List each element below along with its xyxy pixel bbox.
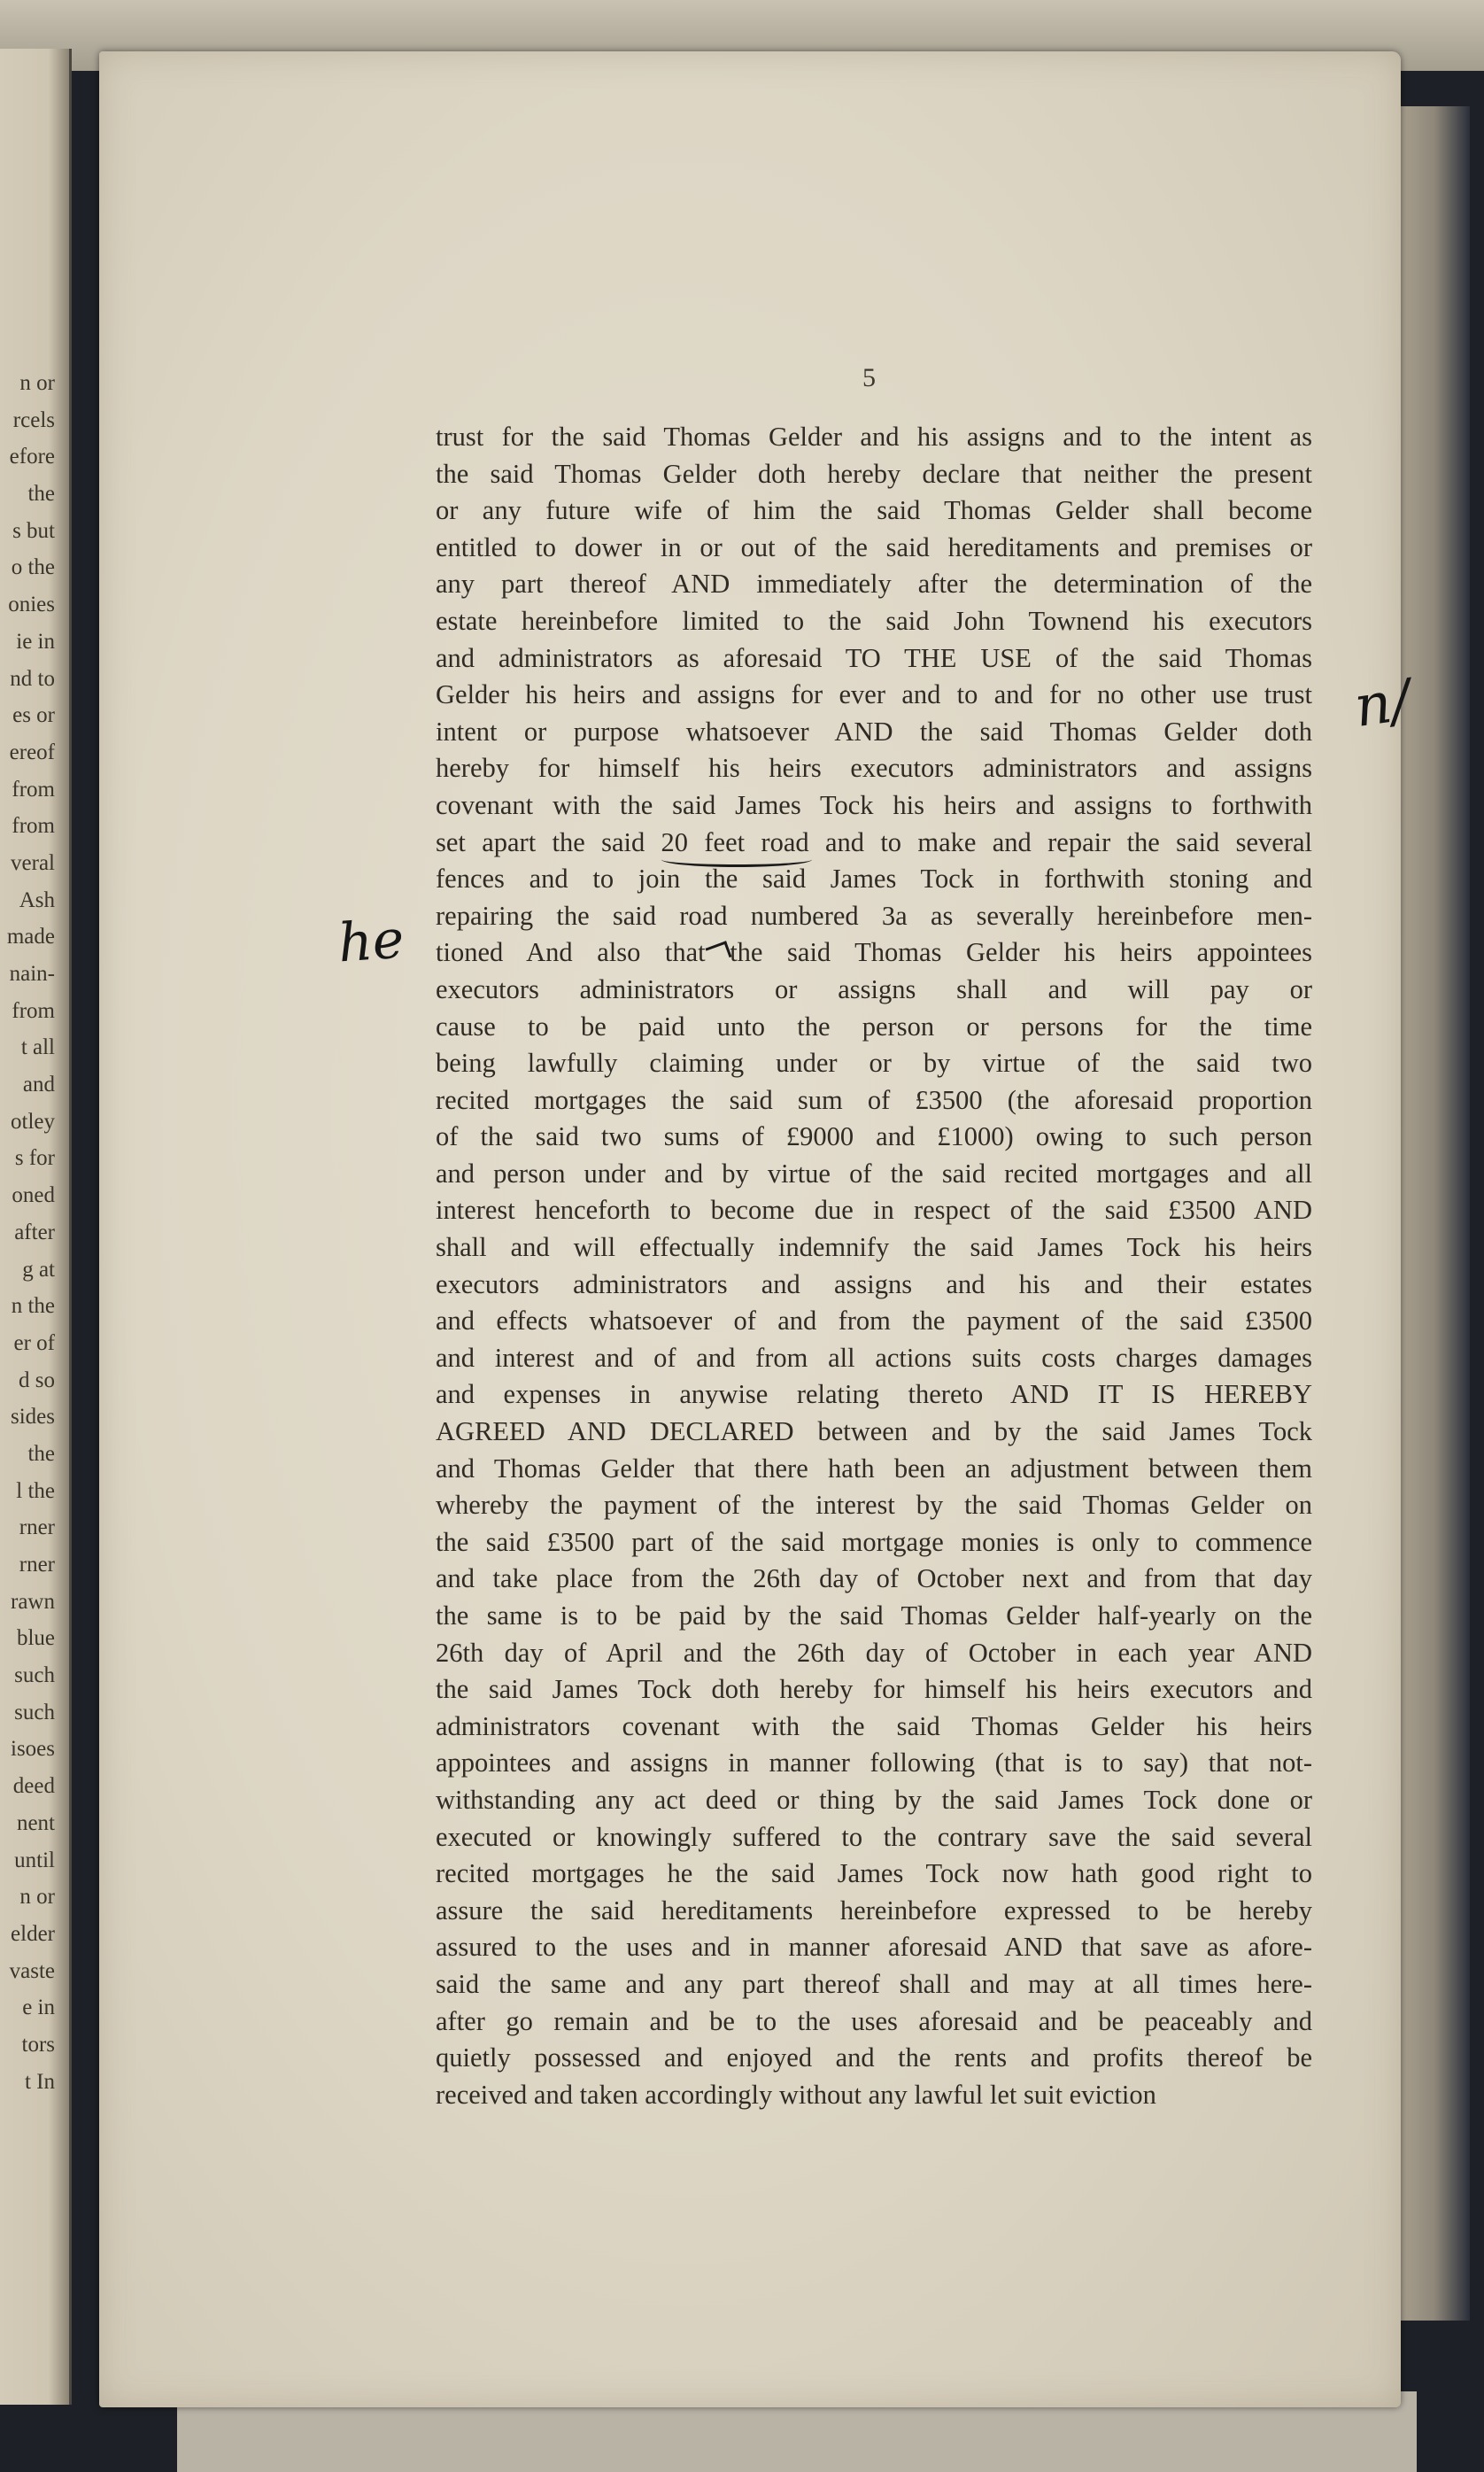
fragment-line: such	[14, 1700, 55, 1724]
text-line: the same is to be paid by the said Thomas Gelder half-yearly on the	[436, 1600, 1312, 1631]
text-line: the said Thomas Gelder doth hereby declare that neither the present	[436, 458, 1312, 489]
text-line: intent or purpose whatsoever AND the said Thomas Gelder doth	[436, 716, 1312, 747]
text-line: and person under and by virtue of the said recited mortgages and all	[436, 1158, 1312, 1189]
text-line: or any future wife of him the said Thomas Gelder shall become	[436, 495, 1312, 526]
text-line: and take place from the 26th day of October next and from that day	[436, 1563, 1312, 1594]
text-line: executors administrators or assigns shall and will pay or	[436, 973, 1312, 1004]
text-line: covenant with the said James Tock his heirs and assigns to forthwith	[436, 789, 1312, 820]
fragment-line: from	[12, 814, 55, 839]
fragment-line: otley	[11, 1109, 55, 1134]
text-line: fences and to join the said James Tock in forthwith stoning and	[436, 864, 1312, 895]
fragment-line: the	[27, 1441, 55, 1466]
text-line: executors administrators and assigns and his and their estates	[436, 1268, 1312, 1299]
text-line: trust for the said Thomas Gelder and his assigns and to the intent as	[436, 422, 1312, 452]
fragment-line: from	[12, 777, 55, 802]
fragment-line: vaste	[9, 1958, 55, 1983]
fragment-line: the	[27, 482, 55, 507]
fragment-line: d so	[19, 1368, 55, 1392]
margin-note-right: n/	[1350, 667, 1415, 741]
text-line: recited mortgages he the said James Tock now hath good right to	[436, 1858, 1312, 1889]
fragment-line: deed	[12, 1774, 55, 1799]
fragment-line: blue	[16, 1626, 55, 1651]
fragment-line: and	[22, 1073, 55, 1097]
previous-page-fragments	[0, 365, 62, 2100]
fragment-line: Ash	[19, 887, 55, 912]
text-line: and expenses in anywise relating thereto AND IT IS HEREBY	[436, 1379, 1312, 1410]
text-line: withstanding any act deed or thing by the said James Tock done or	[436, 1784, 1312, 1815]
fragment-line: er of	[13, 1330, 55, 1355]
text-line: executed or knowingly suffered to the contrary save the said several	[436, 1821, 1312, 1852]
text-line: and interest and of and from all actions suits costs charges damages	[436, 1342, 1312, 1373]
text-line: assured to the uses and in manner aforesaid AND that save as afore-	[436, 1932, 1312, 1963]
margin-note-left: he	[336, 908, 406, 975]
text-line: and Thomas Gelder that there hath been an adjustment between them	[436, 1453, 1312, 1484]
fragment-line: efore	[9, 445, 55, 469]
fragment-line: o the	[11, 555, 55, 580]
text-line: received and taken accordingly without any lawful let suit eviction	[436, 2079, 1156, 2110]
text-line: being lawfully claiming under or by virtue of the said two	[436, 1048, 1312, 1079]
page-number: 5	[862, 363, 876, 392]
fragment-line: after	[14, 1220, 55, 1244]
text-line: assure the said hereditaments hereinbefore expressed to be hereby	[436, 1895, 1312, 1926]
fragment-line: ie in	[16, 629, 55, 654]
fragment-line: such	[14, 1663, 55, 1688]
text-line: the said £3500 part of the said mortgage monies is only to commence	[436, 1526, 1312, 1557]
text-line: entitled to dower in or out of the said hereditaments and premises or	[436, 531, 1312, 562]
fragment-line: rawn	[11, 1589, 55, 1614]
fragment-line: nent	[16, 1810, 55, 1835]
fragment-line: g at	[22, 1257, 55, 1282]
fragment-line: until	[14, 1848, 55, 1872]
body-text	[436, 419, 1312, 2113]
fragment-line: rner	[19, 1553, 55, 1577]
text-line: 26th day of April and the 26th day of October in each year AND	[436, 1637, 1312, 1668]
text-line: the said James Tock doth hereby for himself his heirs executors and	[436, 1674, 1312, 1705]
fragment-line: s but	[12, 518, 55, 543]
fragment-line: t all	[20, 1035, 55, 1060]
text-line: and administrators as aforesaid TO THE USE of the said Thomas	[436, 642, 1312, 673]
previous-page-edge	[0, 49, 72, 2405]
fragment-line: nd to	[10, 666, 55, 691]
fragment-line: n or	[19, 1885, 55, 1910]
fragment-line: isoes	[11, 1737, 55, 1762]
fragment-line: oned	[12, 1183, 55, 1208]
fragment-line: elder	[11, 1921, 55, 1946]
text-line: of the said two sums of £9000 and £1000) owing to such person	[436, 1121, 1312, 1152]
fragment-line: veral	[11, 850, 55, 875]
fragment-line: tors	[21, 2032, 55, 2057]
fragment-line: nain-	[9, 962, 55, 986]
text-line: hereby for himself his heirs executors administrators and assigns	[436, 753, 1312, 784]
text-line: said the same and any part thereof shall and may at all times here-	[436, 1968, 1312, 1999]
text-line: shall and will effectually indemnify the said James Tock his heirs	[436, 1232, 1312, 1263]
text-line: set apart the said 20 feet road and to make and repair the said several	[436, 826, 1312, 857]
text-line: interest henceforth to become due in respect of the said £3500 AND	[436, 1195, 1312, 1226]
text-line: appointees and assigns in manner following (that is to say) that not-	[436, 1747, 1312, 1778]
text-line: administrators covenant with the said Thomas Gelder his heirs	[436, 1710, 1312, 1741]
text-line: estate hereinbefore limited to the said John Townend his executors	[436, 605, 1312, 636]
text-line: after go remain and be to the uses aforesaid and be peaceably and	[436, 2005, 1312, 2036]
fragment-line: n or	[19, 371, 55, 395]
fragment-line: es or	[12, 703, 55, 728]
fragment-line: rner	[19, 1515, 55, 1540]
fragment-line: from	[12, 998, 55, 1023]
fragment-line: n the	[11, 1294, 55, 1319]
text-line: cause to be paid unto the person or persons for the time	[436, 1011, 1312, 1042]
fragment-line: t In	[24, 2069, 55, 2094]
fragment-line: onies	[8, 593, 55, 617]
text-line: recited mortgages the said sum of £3500 (the aforesaid proportion	[436, 1084, 1312, 1115]
text-line: AGREED AND DECLARED between and by the said James Tock	[436, 1416, 1312, 1447]
fragment-line: rcels	[12, 407, 55, 432]
document-page	[99, 51, 1415, 2407]
text-line: whereby the payment of the interest by the said Thomas Gelder on	[436, 1490, 1312, 1521]
text-line: quietly possessed and enjoyed and the rents and profits thereof be	[436, 2042, 1312, 2073]
fragment-line: sides	[11, 1405, 55, 1430]
fragment-line: made	[6, 925, 55, 949]
text-line: Gelder his heirs and assigns for ever and to and for no other use trust	[436, 679, 1312, 710]
fragment-line: ereof	[9, 740, 55, 764]
fragment-line: l the	[16, 1478, 55, 1503]
handwritten-underline	[661, 852, 812, 867]
text-line: any part thereof AND immediately after the determination of the	[436, 569, 1312, 600]
text-line: and effects whatsoever of and from the payment of the said £3500	[436, 1306, 1312, 1337]
fragment-line: s for	[14, 1146, 55, 1171]
text-line: tioned And also that the said Thomas Gelder his heirs appointees	[436, 937, 1312, 968]
text-line: repairing the said road numbered 3a as severally hereinbefore men-	[436, 900, 1312, 931]
fragment-line: e in	[22, 1995, 55, 2020]
